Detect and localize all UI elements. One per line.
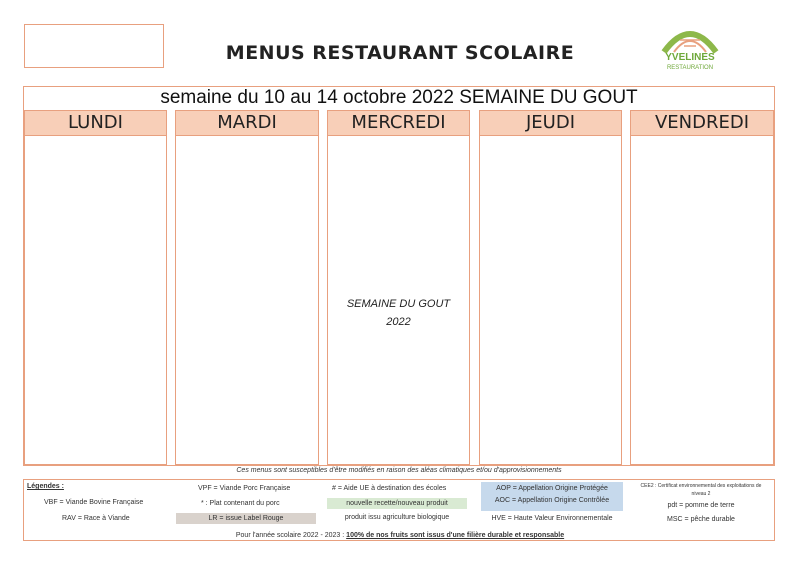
legend-aoc: AOC = Appellation Origine Contrôlée: [494, 497, 610, 504]
brand-name: YVELINES: [665, 52, 715, 63]
legend-footer: [24, 532, 776, 539]
legend-heading: Légendes :: [27, 483, 64, 490]
school-logo-box: [24, 24, 164, 68]
legend-rav: RAV = Race à Viande: [62, 515, 130, 522]
day-header-jeudi: JEUDI: [480, 111, 621, 136]
legend-aop-aoc-box: [481, 482, 623, 511]
legend-aide-ue: # = Aide UE à destination des écoles: [332, 485, 447, 492]
legend-vpf: VPF = Viande Porc Française: [198, 485, 291, 492]
footer-commitment: 100% de nos fruits sont issus d'une filière durable et responsable: [346, 532, 565, 539]
legend-porc: * : Plat contenant du porc: [201, 500, 280, 507]
legend-msc: MSC = pêche durable: [667, 516, 735, 523]
legend-vbf: VBF = Viande Bovine Française: [44, 499, 144, 506]
legend-aop: AOP = Appellation Origine Protégée: [496, 485, 608, 492]
day-column-mardi: [175, 110, 319, 465]
legend-label-rouge: LR = issue Label Rouge: [176, 513, 316, 524]
brand-subtitle: RESTAURATION: [666, 65, 714, 71]
week-title: semaine du 10 au 14 octobre 2022 SEMAINE DU GOUT: [160, 87, 638, 108]
day-header-mercredi: MERCREDI: [328, 111, 469, 136]
day-column-vendredi: [630, 110, 774, 465]
disclaimer: Ces menus sont susceptibles d'être modifiés en raison des aléas climatiques et/ou d'approvisionnements: [236, 467, 562, 474]
day-header-vendredi: VENDREDI: [631, 111, 773, 136]
legend-pdt: pdt = pomme de terre: [667, 502, 735, 509]
page-title: MENUS RESTAURANT SCOLAIRE: [225, 42, 575, 64]
legend-cee2: CEE2 : Certificat environnemental des exploitations de niveau 2: [640, 483, 762, 497]
brand-logo: [650, 20, 730, 76]
day-column-jeudi: [479, 110, 622, 465]
legend-hve: HVE = Haute Valeur Environnementale: [491, 515, 613, 522]
brand-arch-icon: [650, 20, 730, 54]
wednesday-note-line1: SEMAINE DU GOUT: [346, 298, 451, 310]
day-column-mercredi: [327, 110, 470, 465]
wednesday-note-line2: 2022: [386, 316, 411, 328]
footer-prefix: Pour l'année scolaire 2022 - 2023 :: [235, 532, 347, 539]
day-column-lundi: [24, 110, 167, 465]
legend-new-recipe: nouvelle recette/nouveau produit: [327, 498, 467, 509]
day-header-lundi: LUNDI: [25, 111, 166, 136]
day-header-mardi: MARDI: [176, 111, 318, 136]
legend-box: [23, 479, 775, 541]
legend-bio: produit issu agriculture biologique: [344, 514, 450, 521]
